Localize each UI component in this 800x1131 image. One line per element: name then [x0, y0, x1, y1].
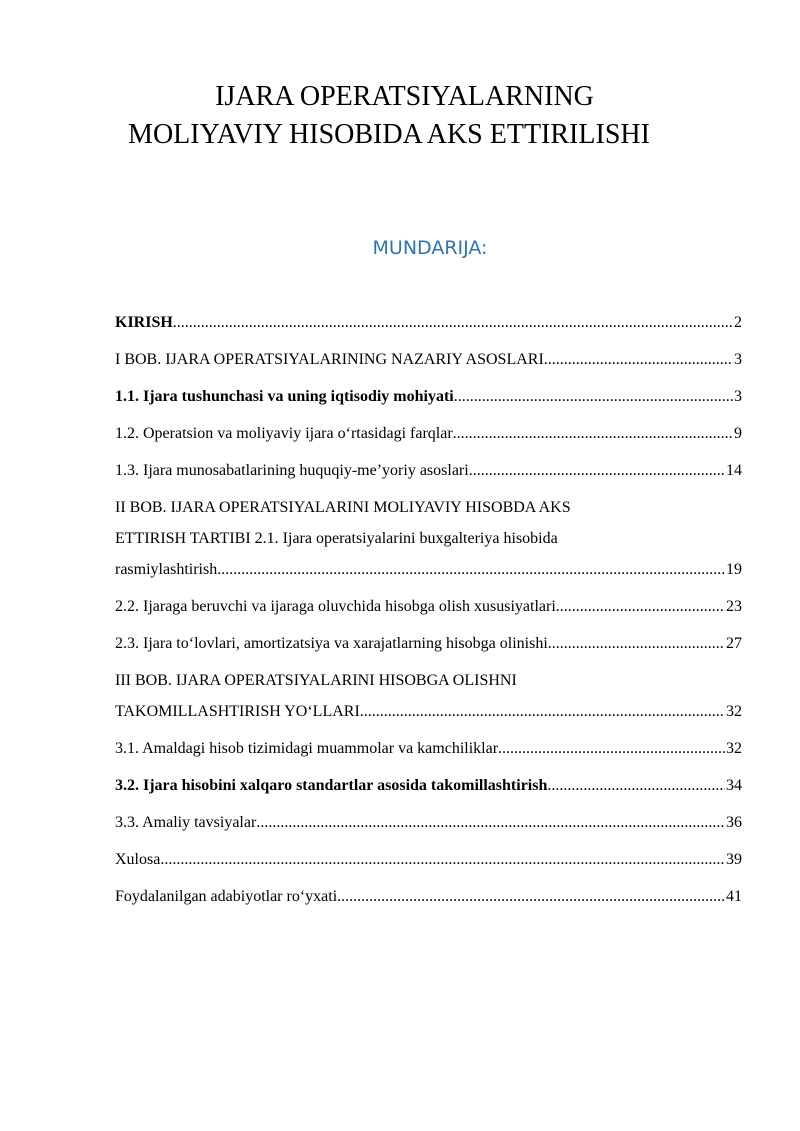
toc-leader-dots — [217, 557, 725, 583]
toc-leader-dots — [556, 594, 725, 620]
toc-entry-2-3[interactable] — [115, 631, 742, 657]
toc-page-number: 32 — [726, 703, 742, 720]
toc-leader-dots — [337, 884, 725, 910]
toc-entry-title-line-2: ETTIRISH TARTIBI 2.1. Ijara operatsiyalarini buxgalteriya hisobida — [115, 530, 558, 547]
document-title — [100, 78, 700, 154]
toc-entry-chapter-3[interactable] — [115, 668, 742, 725]
toc-entry-title-line-1: II BOB. IJARA OPERATSIYALARINI MOLIYAVIY HISOBDA AKS — [115, 499, 571, 516]
toc-leader-dots — [160, 847, 725, 873]
toc-page-number: 34 — [726, 777, 742, 794]
toc-entry-1-2[interactable] — [115, 421, 742, 447]
toc-heading: MUNDARIJA: — [372, 237, 488, 259]
toc-page-number: 3 — [734, 351, 742, 368]
toc-entry-title: 3.2. Ijara hisobini xalqaro standartlar asosida takomillashtirish — [115, 777, 548, 794]
title-line-1: IJARA OPERATSIYALARNING — [215, 81, 594, 112]
toc-leader-dots — [454, 384, 733, 410]
toc-entry-title-line-2: TAKOMILLASHTIRISH YO‘LLARI — [115, 703, 360, 720]
toc-page-number: 3 — [734, 388, 742, 405]
toc-entry-3-2[interactable] — [115, 773, 742, 799]
toc-leader-dots — [173, 310, 733, 336]
toc-leader-dots — [498, 736, 725, 762]
toc-leader-dots — [453, 421, 733, 447]
toc-entry-title: I BOB. IJARA OPERATSIYALARINING NAZARIY ASOSLARI — [115, 351, 544, 368]
toc-entry-title: 2.3. Ijara to‘lovlari, amortizatsiya va xarajatlarning hisobga olinishi — [115, 635, 548, 652]
toc-entry-2-2[interactable] — [115, 594, 742, 620]
toc-page-number: 32 — [726, 740, 742, 757]
toc-entry-title: Foydalanilgan adabiyotlar ro‘yxati — [115, 888, 338, 905]
toc-entry-title-line-3: rasmiylashtirish — [115, 561, 218, 578]
toc-entry-3-1[interactable] — [115, 736, 742, 762]
toc-entry-title: 1.2. Operatsion va moliyaviy ijara o‘rtasidagi farqlar — [115, 425, 453, 442]
toc-entry-title: 1.1. Ijara tushunchasi va uning iqtisodiy mohiyati — [115, 388, 454, 405]
toc-page-number: 19 — [726, 561, 742, 578]
toc-entry-title: 1.3. Ijara munosabatlarining huquqiy-me’yoriy asoslari — [115, 462, 469, 479]
toc-entry-title: 2.2. Ijaraga beruvchi va ijaraga oluvchida hisobga olish xususiyatlari — [115, 598, 556, 615]
toc-leader-dots — [547, 773, 725, 799]
toc-leader-dots — [256, 810, 725, 836]
toc-entry-3-3[interactable] — [115, 810, 742, 836]
toc-entry-1-3[interactable] — [115, 458, 742, 484]
title-line-2: MOLIYAVIY HISOBIDA AKS ETTIRILISHI — [128, 119, 650, 150]
toc-entry-title-line-1: III BOB. IJARA OPERATSIYALARINI HISOBGA OLISHNI — [115, 672, 517, 689]
toc-page-number: 14 — [726, 462, 742, 479]
toc-page-number: 9 — [734, 425, 742, 442]
toc-entry-title: 3.3. Amaliy tavsiyalar — [115, 814, 257, 831]
toc-leader-dots — [469, 458, 725, 484]
toc-page-number: 39 — [726, 851, 742, 868]
toc-page-number: 23 — [726, 598, 742, 615]
toc-entry-title: KIRISH — [115, 314, 173, 331]
toc-page-number: 2 — [734, 314, 742, 331]
toc-entry-xulosa[interactable] — [115, 847, 742, 873]
toc-entry-1-1[interactable] — [115, 384, 742, 410]
toc-page-number: 36 — [726, 814, 742, 831]
toc-entry-title: 3.1. Amaldagi hisob tizimidagi muammolar va kamchiliklar — [115, 740, 499, 757]
toc-page-number: 27 — [726, 635, 742, 652]
toc-entry-kirish[interactable] — [115, 310, 742, 336]
toc-entry-references[interactable] — [115, 884, 742, 910]
toc-leader-dots — [548, 631, 725, 657]
table-of-contents — [115, 310, 742, 921]
toc-entry-title: Xulosa — [115, 851, 161, 868]
toc-leader-dots — [544, 347, 733, 373]
toc-page-number: 41 — [726, 888, 742, 905]
toc-entry-chapter-1[interactable] — [115, 347, 742, 373]
toc-entry-chapter-2[interactable] — [115, 495, 742, 583]
toc-leader-dots — [360, 699, 725, 725]
